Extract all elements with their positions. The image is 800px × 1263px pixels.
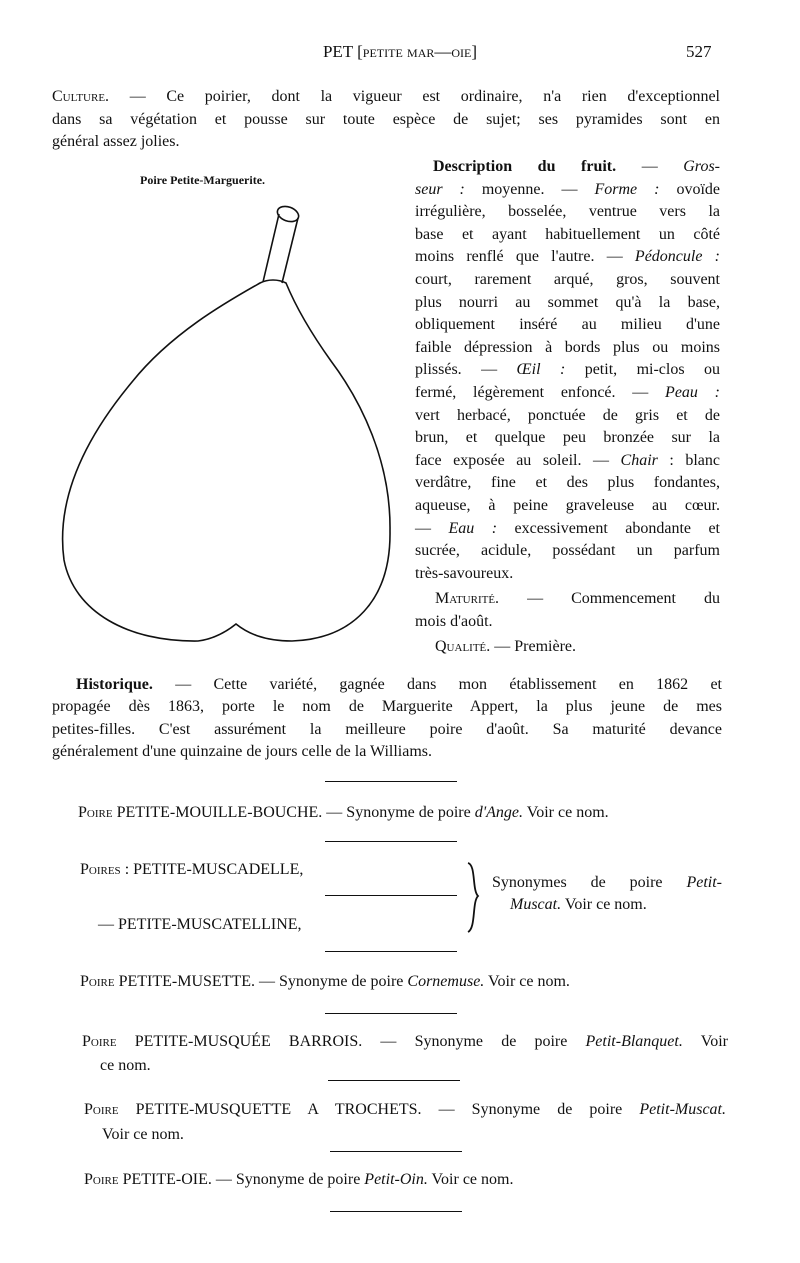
text-line [435, 637, 735, 657]
text-segment: Description du fruit. [433, 158, 617, 175]
text-segment: moins renflé que l'autre. — [415, 248, 635, 266]
text-line [102, 1125, 726, 1145]
text-line [415, 315, 720, 335]
text-segment: Voir ce nom. [561, 896, 647, 913]
text-segment: Œil : [516, 361, 566, 379]
text-line [415, 541, 720, 561]
text-segment: ] [471, 42, 478, 61]
text-segment: Gros- [683, 158, 720, 175]
text-segment: plus nourri au sommet qu'à la base, [415, 293, 720, 311]
text-segment: Eau : [448, 519, 498, 537]
text-segment: sucrée, acidule, possédant un parfum [415, 542, 720, 560]
text-segment: mois d'août. [415, 612, 493, 630]
text-segment: Culture. [52, 88, 110, 105]
text-line [84, 1170, 724, 1190]
text-line [415, 564, 720, 584]
text-line [98, 915, 478, 935]
text-line [415, 360, 720, 380]
text-segment: verdâtre, fine et des plus fondantes, [415, 474, 720, 492]
divider [325, 841, 457, 842]
text-segment: Voir ce nom. [484, 973, 570, 990]
text-segment: dans sa végétation et pousse sur toute espèce de sujet; ses pyramides sont en [52, 110, 720, 128]
text-segment: Petit-Muscat. [639, 1101, 726, 1118]
text-segment: général assez jolies. [52, 133, 180, 150]
text-line [52, 132, 720, 152]
text-segment: PETITE-MUSETTE. — Synonyme de poire [114, 973, 408, 990]
text-segment: — Cette variété, gagnée dans mon établissement en 1862 et [152, 676, 722, 693]
text-line [415, 180, 720, 200]
text-segment: PETITE-MUSQUETTE A TROCHETS. — Synonyme de poire [118, 1101, 640, 1118]
text-segment: d'Ange. [474, 804, 524, 821]
text-segment: moyenne. — [464, 180, 595, 198]
text-segment: fermé, légèrement enfoncé. — [415, 384, 666, 401]
text-line [510, 895, 722, 915]
text-line [415, 383, 720, 403]
text-segment: Petit- [686, 874, 722, 891]
text-segment: irrégulière, bosselée, ventrue vers la [415, 203, 720, 221]
text-line [415, 451, 720, 471]
text-segment: Poire [82, 1033, 117, 1050]
text-segment: Poires [80, 861, 121, 878]
text-segment: base et ayant habituellement un côté [415, 225, 720, 243]
text-line [415, 338, 720, 358]
text-segment: Petit-Oin. [364, 1171, 428, 1188]
text-segment: excessivement abondante et [497, 519, 721, 537]
text-segment: Poire [84, 1171, 119, 1188]
divider [325, 951, 457, 952]
text-segment: — [616, 158, 684, 175]
text-segment: — Première. [490, 638, 577, 655]
text-segment: Synonymes de poire [492, 874, 687, 891]
text-segment: Maturité. [435, 590, 500, 607]
divider [325, 781, 457, 782]
text-line [52, 110, 720, 130]
text-line [415, 247, 720, 267]
text-segment: ce nom. [100, 1057, 151, 1074]
text-segment: propagée dès 1863, porte le nom de Marguerite Appert, la plus jeune de mes [52, 698, 722, 716]
text-line [52, 720, 722, 740]
text-segment: Petit-Blanquet. [585, 1033, 683, 1050]
text-segment: Voir ce nom. [523, 804, 609, 821]
text-segment: brun, et quelque peu bronzée sur la [415, 429, 720, 447]
text-segment: — Ce poirier, dont la vigueur est ordinaire, n'a rien d'exceptionnel [109, 88, 720, 105]
text-line [415, 519, 720, 539]
text-line [82, 1032, 728, 1052]
text-segment: Poire [80, 973, 115, 990]
text-segment: petit, mi-clos ou [565, 361, 720, 379]
figure-caption: Poire Petite-Marguerite. [140, 173, 266, 187]
text-segment: Voir ce nom. [102, 1126, 184, 1143]
text-segment: Poire [78, 804, 113, 821]
text-segment: aqueuse, à peine graveleuse au cœur. [415, 497, 720, 514]
text-segment: plissés. — [415, 361, 517, 379]
text-segment: Muscat. [510, 896, 562, 913]
text-segment: PETITE-OIE. — Synonyme de poire [118, 1171, 365, 1188]
text-segment: Forme : [594, 180, 660, 198]
text-segment: : blanc [657, 451, 721, 469]
text-segment: généralement d'une quinzaine de jours celle de la Williams. [52, 742, 433, 760]
divider [328, 1080, 460, 1081]
text-line [415, 612, 720, 632]
divider [325, 1013, 457, 1014]
text-segment: — PETITE-MUSCATELLINE, [98, 916, 302, 933]
page-number: 527 [686, 42, 712, 61]
text-segment: : PETITE-MUSCADELLE, [120, 861, 304, 878]
text-line [435, 589, 720, 609]
divider [330, 1211, 462, 1212]
text-segment: Qualité. [435, 638, 491, 655]
text-segment: Pédoncule : [634, 248, 720, 266]
text-line [415, 225, 720, 245]
divider [325, 895, 457, 896]
text-segment: petite mar—oie [362, 42, 472, 61]
text-segment: PETITE-MOUILLE-BOUCHE. — Synonyme de poire [112, 804, 475, 821]
text-segment: — Commencement du [499, 590, 720, 607]
text-line [52, 742, 722, 762]
text-line [100, 1056, 728, 1076]
text-line [80, 972, 720, 992]
text-line [52, 87, 720, 107]
text-line [80, 860, 460, 880]
text-line [415, 496, 720, 516]
text-line [415, 293, 720, 313]
text-line [76, 675, 722, 695]
text-line [415, 202, 720, 222]
text-line [415, 406, 720, 426]
text-segment: PET [ [322, 42, 363, 61]
text-segment: PETITE-MUSQUÉE BARROIS. — Synonyme de poire [116, 1033, 586, 1050]
divider [330, 1151, 462, 1152]
text-segment: ovoïde [659, 180, 721, 198]
text-segment: très-savoureux. [415, 564, 514, 582]
text-segment: Poire [84, 1101, 119, 1118]
text-segment: Cornemuse. [407, 973, 485, 990]
text-line [52, 697, 722, 717]
text-line [433, 157, 720, 177]
text-line [84, 1100, 726, 1120]
text-segment: Voir [682, 1033, 728, 1050]
text-segment: — [415, 519, 449, 537]
text-segment: obliquement inséré au milieu d'une [415, 316, 720, 334]
text-line [78, 803, 722, 823]
text-segment: Peau : [665, 384, 721, 401]
text-segment: Voir ce nom. [427, 1171, 514, 1188]
text-line [415, 270, 720, 290]
text-segment: faible dépression à bords plus ou moins [415, 338, 720, 356]
text-segment: petites-filles. C'est assurément la meilleure poire d'août. Sa maturité devance [52, 720, 722, 738]
text-segment: vert herbacé, ponctuée de gris et de [415, 406, 720, 424]
text-line [492, 873, 722, 893]
text-segment: Historique. [76, 676, 153, 693]
text-segment: court, rarement arqué, gros, souvent [415, 271, 720, 288]
text-segment: Chair [620, 451, 658, 469]
text-line [415, 428, 720, 448]
text-line [415, 473, 720, 493]
text-segment: face exposée au soleil. — [415, 451, 621, 469]
text-segment: seur : [415, 180, 465, 198]
